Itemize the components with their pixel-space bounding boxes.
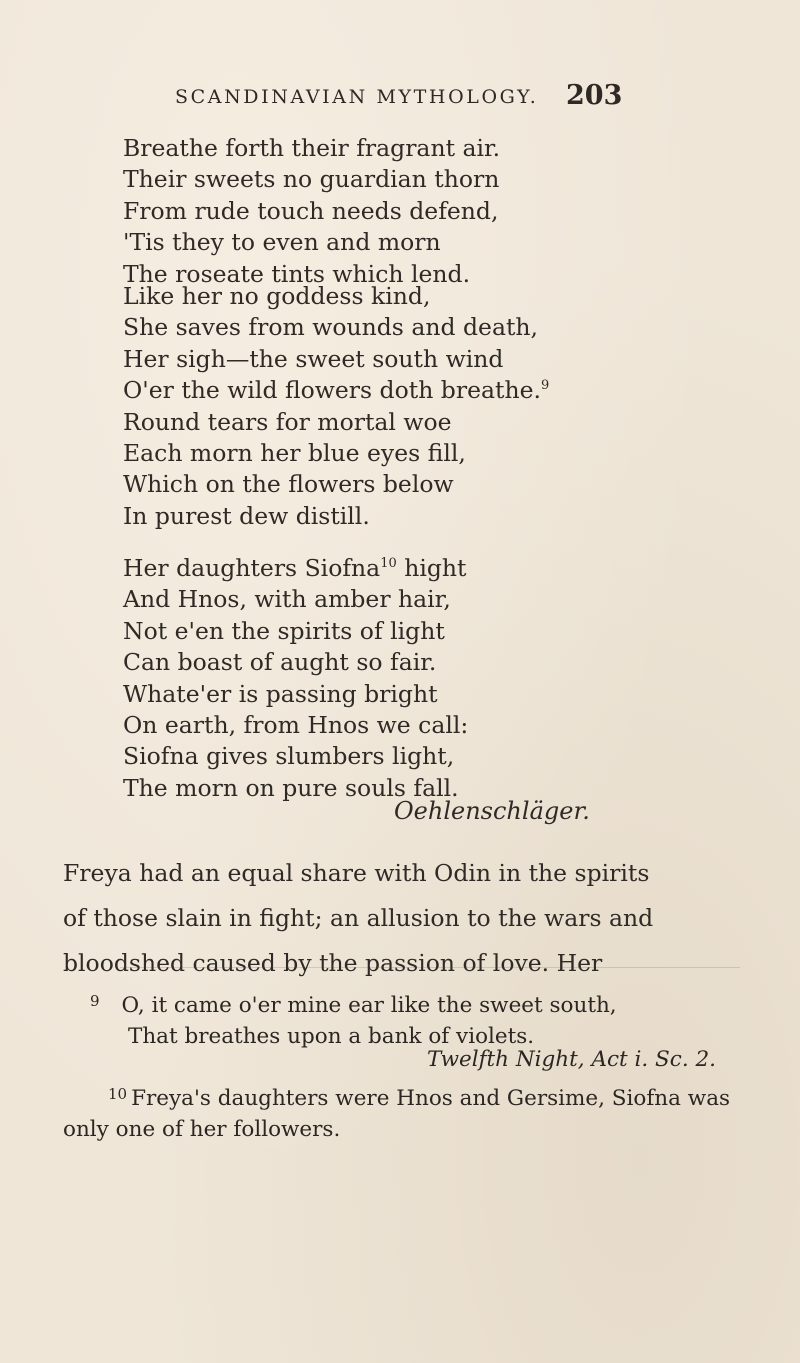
footnote-ref-9: 9	[540, 378, 550, 394]
footnote-ref-10: 10	[380, 556, 397, 571]
poem-line-text: O'er the wild flowers doth breathe.	[123, 376, 541, 405]
footnote-10	[63, 1079, 753, 1145]
poem-line: Not e'en the spirits of light	[123, 616, 445, 645]
page-number: 203	[566, 80, 623, 111]
poem-attribution: Oehlenschläger.	[394, 797, 590, 825]
poem-line: Breathe forth their fragrant air.	[123, 134, 501, 162]
footnote-10-line-2: only one of her followers.	[63, 1117, 341, 1142]
poem-stanza-2	[123, 281, 549, 532]
poem-line-text: Her daughters Siofna	[123, 554, 381, 582]
poem-line: 'Tis they to even and morn	[123, 228, 441, 257]
footnote-9-citation: Twelfth Night, Act i. Sc. 2.	[427, 1047, 717, 1072]
poem-line: The morn on pure souls fall.	[123, 773, 459, 802]
poem-line: Which on the flowers below	[123, 470, 454, 499]
poem-line: Siofna gives slumbers light,	[123, 742, 455, 771]
poem-line: Can boast of aught so fair.	[123, 648, 437, 677]
footnote-9-line-2: That breathes upon a bank of violets.	[128, 1024, 535, 1049]
poem-line-tail: hight	[396, 554, 467, 582]
footnote-divider	[120, 967, 740, 968]
poem-stanza-3	[123, 553, 468, 804]
footnote-9-text: O, it came o'er mine ear like the sweet south,	[121, 993, 617, 1018]
footnote-9-number: 9	[90, 992, 100, 1010]
poem-line: Their sweets no guardian thorn	[123, 165, 500, 194]
poem-line: Each morn her blue eyes fill,	[123, 439, 466, 468]
footnote-10-number: 10	[108, 1085, 128, 1103]
prose-line: bloodshed caused by the passion of love. Her	[63, 949, 603, 977]
prose-paragraph	[63, 851, 745, 986]
running-head: SCANDINAVIAN MYTHOLOGY.	[175, 86, 539, 108]
poem-line: In purest dew distill.	[123, 501, 370, 530]
footnote-10-text: Freya's daughters were Hnos and Gersime, Siofna was	[131, 1086, 731, 1111]
poem-line: From rude touch needs defend,	[123, 196, 499, 225]
poem-line: And Hnos, with amber hair,	[123, 585, 451, 614]
footnote-9	[90, 986, 617, 1052]
poem-line	[123, 553, 468, 584]
prose-line: of those slain in fight; an allusion to the wars and	[63, 904, 654, 932]
poem-line: The roseate tints which lend.	[123, 259, 471, 288]
poem-line: Like her no goddess kind,	[123, 282, 431, 310]
poem-line: Her sigh—the sweet south wind	[123, 344, 504, 373]
poem-stanza-1	[123, 133, 500, 290]
poem-line: Round tears for mortal woe	[123, 407, 452, 436]
poem-line: She saves from wounds and death,	[123, 313, 539, 342]
poem-line	[123, 375, 549, 406]
poem-line: On earth, from Hnos we call:	[123, 711, 469, 740]
footnote-9-line-1	[90, 986, 617, 1021]
poem-line: Whate'er is passing bright	[123, 679, 438, 708]
prose-line: Freya had an equal share with Odin in the spirits	[63, 859, 650, 887]
footnote-10-line-1	[63, 1079, 753, 1114]
